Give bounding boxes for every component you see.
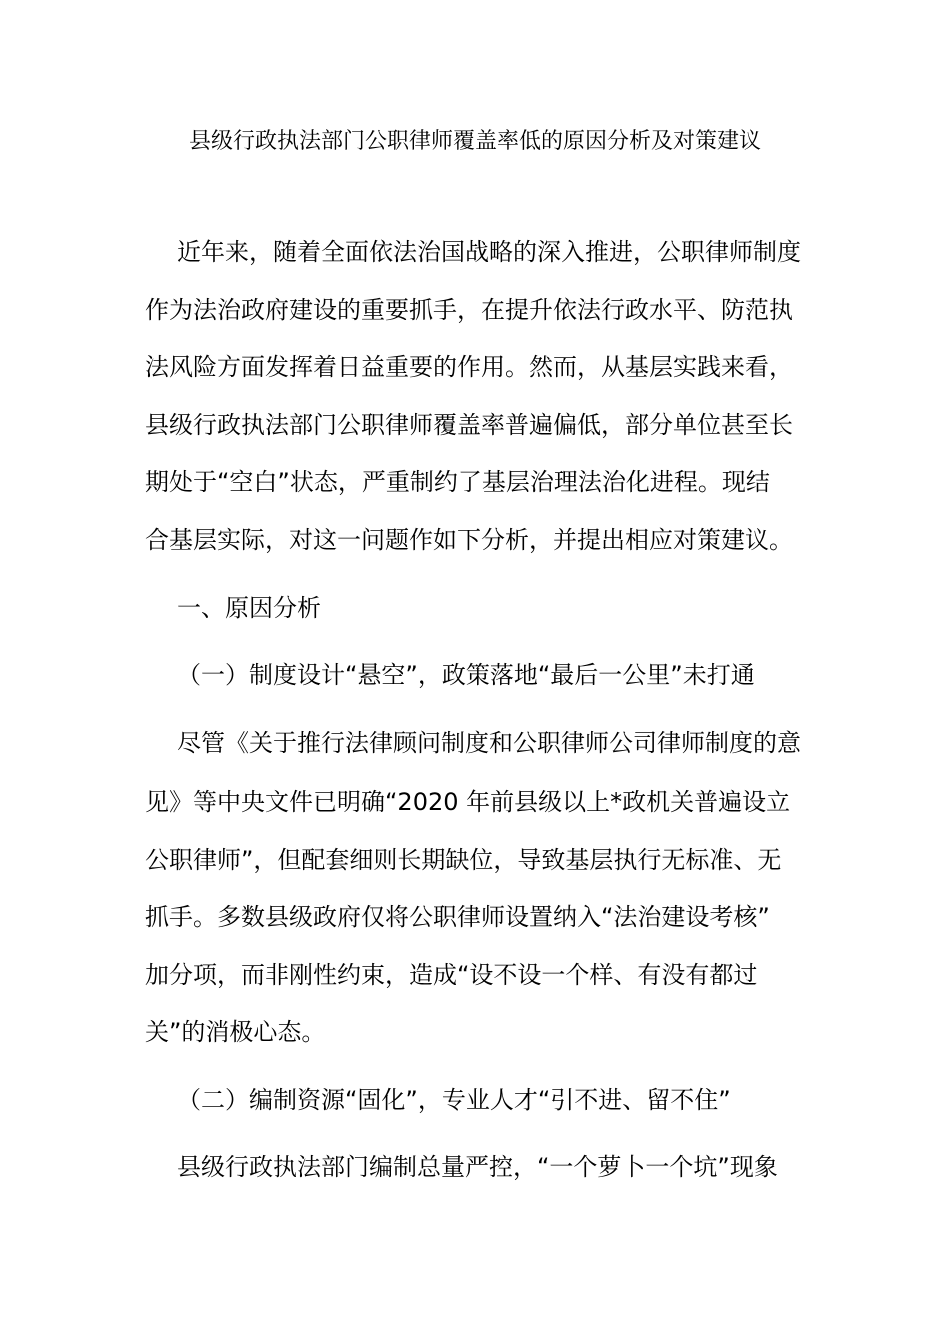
- paragraph-line: 合基层实际，对这一问题作如下分析，并提出相应对策建议。: [145, 526, 793, 554]
- subsection-heading: （二）编制资源“固化”，专业人才“引不进、留不住”: [177, 1086, 731, 1114]
- paragraph-line: 县级行政执法部门编制总量严控，“一个萝卜一个坑”现象: [177, 1153, 778, 1181]
- paragraph-line: 法风险方面发挥着日益重要的作用。然而，从基层实践来看，: [145, 353, 793, 381]
- paragraph-line: 县级行政执法部门公职律师覆盖率普遍偏低，部分单位甚至长: [145, 411, 793, 439]
- paragraph-line: 近年来，随着全面依法治国战略的深入推进，公职律师制度: [177, 238, 801, 266]
- paragraph-line: 关”的消极心态。: [145, 1018, 326, 1046]
- subsection-heading: （一）制度设计“悬空”，政策落地“最后一公里”未打通: [177, 661, 755, 689]
- document-title: 县级行政执法部门公职律师覆盖率低的原因分析及对策建议: [188, 129, 761, 154]
- paragraph-line: 尽管《关于推行法律顾问制度和公职律师公司律师制度的意: [177, 729, 801, 757]
- paragraph-line: 作为法治政府建设的重要抓手，在提升依法行政水平、防范执: [145, 296, 793, 324]
- section-heading: 一、原因分析: [177, 594, 321, 622]
- paragraph-line: 抓手。多数县级政府仅将公职律师设置纳入“法治建设考核”: [145, 903, 770, 931]
- paragraph-line: 公职律师”，但配套细则长期缺位，导致基层执行无标准、无: [145, 846, 782, 874]
- paragraph-line: 见》等中央文件已明确“2020 年前县级以上*政机关普遍设立: [145, 788, 791, 816]
- paragraph-line: 期处于“空白”状态，严重制约了基层治理法治化进程。现结: [145, 468, 770, 496]
- paragraph-line: 加分项，而非刚性约束，造成“设不设一个样、有没有都过: [145, 961, 758, 989]
